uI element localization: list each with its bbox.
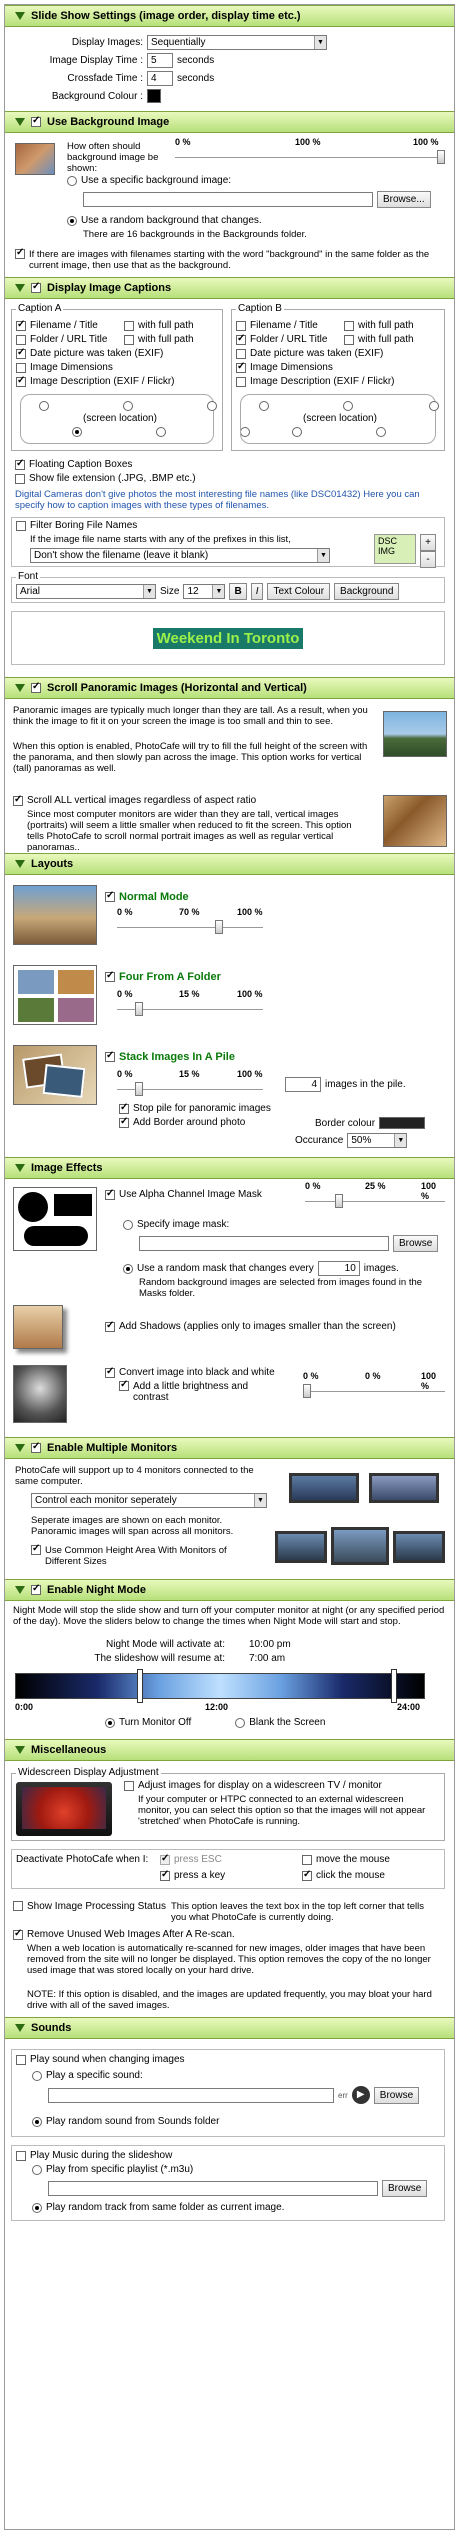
b-filename-label: Filename / Title [250,320,318,331]
a-fullpath-label: with full path [138,320,194,331]
caption-preview: Weekend In Toronto [153,628,304,649]
font-label: Font [18,571,39,582]
show-status-label: Show Image Processing Status [27,1901,166,1912]
bw-label: Convert image into black and white [119,1367,275,1378]
alpha-mask-checkbox[interactable] [105,1190,115,1200]
use-random-label: Use a random background that changes. [81,215,262,226]
a-location-box [20,394,214,444]
b-desc-label: Image Description (EXIF / Flickr) [250,376,395,387]
collapse-arrow-icon[interactable] [15,118,25,126]
random-mask-label: Use a random mask that changes every [137,1263,314,1274]
b-loc-bl[interactable] [292,427,302,437]
occurance-label: Occurance [295,1135,344,1146]
stop-pile-checkbox[interactable] [119,1104,129,1114]
panoramic-title: Scroll Panoramic Images (Horizontal and Vertical) [47,682,307,694]
stack-thumbnail [13,1045,97,1105]
slider-max: 100 % [237,989,263,999]
panoramic-header[interactable] [5,677,454,699]
slider-min: 0 % [117,907,133,917]
stop-pile-label: Stop pile for panoramic images [133,1103,271,1114]
move-mouse-label: move the mouse [316,1854,390,1865]
occurance-value: 50% [351,1135,372,1146]
night-checkbox[interactable] [31,1585,41,1595]
alpha-mask-slider[interactable] [305,1181,445,1211]
images-label: images. [363,1263,399,1274]
italic-button[interactable]: I [251,583,264,600]
specify-mask-radio[interactable] [123,1220,133,1230]
brightness-label: Add a little brightness and contrast [133,1381,249,1403]
slider-value: 70 % [179,907,200,917]
normal-mode-checkbox[interactable] [105,892,115,902]
time-12: 12:00 [205,1702,229,1712]
four-folder-slider[interactable] [117,989,263,1019]
seconds-label: seconds [177,73,215,84]
b-location-box [240,394,436,444]
click-mouse-checkbox[interactable] [302,1871,312,1881]
slider-max: 100 % [237,1069,263,1079]
a-date-checkbox[interactable] [16,349,26,359]
slideshow-title: Slide Show Settings (image order, display time etc.) [31,10,301,22]
portrait-thumbnail [383,795,447,847]
boring-action-select[interactable] [30,548,330,563]
monitors-checkbox[interactable] [31,1443,41,1453]
shadow-thumbnail [13,1305,63,1349]
brightness-checkbox[interactable] [119,1381,129,1391]
monitor-mode-value: Control each monitor seperately [35,1495,177,1506]
background-colour-button[interactable]: Background [334,583,399,600]
widescreen-tv-icon [16,1782,112,1836]
specific-bg-input[interactable] [83,192,373,207]
b-folder-checkbox[interactable] [236,335,246,345]
playlist-browse-button[interactable]: Browse [382,2180,427,2197]
play-specific-radio[interactable] [32,2071,42,2081]
mask-path-input[interactable] [139,1236,389,1251]
caption-a-label: Caption A [18,303,62,314]
play-music-checkbox[interactable] [16,2151,26,2161]
play-music-label: Play Music during the slideshow [30,2150,173,2161]
filter-boring-label: Filter Boring File Names [30,520,138,531]
a-loc-bl[interactable] [72,427,82,437]
play-icon[interactable]: ▶ [352,2086,370,2104]
monitors-title: Enable Multiple Monitors [47,1442,178,1454]
four-folder-label: Four From A Folder [119,971,221,983]
slider-min: 0 % [175,137,191,147]
scroll-all-checkbox[interactable] [13,796,23,806]
size-label: Size [160,586,180,597]
deactivate-group [11,1849,445,1889]
captions-header[interactable] [5,277,454,299]
widescreen-group [11,1767,445,1841]
collapse-arrow-icon[interactable] [15,1746,25,1754]
slider-thumb[interactable] [135,1002,143,1016]
chevron-down-icon: ▼ [254,1494,266,1507]
slider-value: 0 % [365,1371,381,1381]
slider-thumb[interactable] [215,920,223,934]
collapse-arrow-icon[interactable] [15,684,25,692]
press-key-checkbox[interactable] [160,1871,170,1881]
image-display-input[interactable]: 5 [147,53,173,68]
remove-note: NOTE: If this option is disabled, and the images are updated frequently, you may bloat your hard drive with all of the saved images. [27,1989,432,2011]
play-random-radio[interactable] [32,2117,42,2127]
stack-label: Stack Images In A Pile [119,1051,235,1063]
digital-note: Digital Cameras don't give photos the most interesting file names (like DSC01432) Here you can specify how to caption images with these types of filenames. [15,489,420,511]
background-checkbox[interactable] [31,117,41,127]
dual-monitor-icon [285,1471,445,1511]
border-colour-swatch[interactable] [379,1117,425,1129]
image-display-label: Image Display Time : [49,55,143,66]
bw-slider[interactable] [303,1371,445,1401]
a-loc-tr[interactable] [207,401,217,411]
slider-thumb[interactable] [135,1082,143,1096]
remove-unused-checkbox[interactable] [13,1930,23,1940]
panoramic-checkbox[interactable] [31,683,41,693]
press-esc-checkbox[interactable] [160,1855,170,1865]
sound-browse-button[interactable]: Browse [374,2087,419,2104]
a-date-label: Date picture was taken (EXIF) [30,348,164,359]
panorama-thumbnail [383,711,447,757]
slider-max: 100 % [421,1371,437,1391]
floating-checkbox[interactable] [15,460,25,470]
slider-value: 25 % [365,1181,386,1191]
slider-min: 0 % [303,1371,319,1381]
a-loc-tc[interactable] [123,401,133,411]
a-filename-checkbox[interactable] [16,321,26,331]
filter-group [11,517,445,567]
add-border-checkbox[interactable] [119,1118,129,1128]
add-prefix-button[interactable]: + [420,534,436,551]
floating-label: Floating Caption Boxes [29,459,133,470]
background-header[interactable] [5,111,454,133]
b-folder-label: Folder / URL Title [250,334,328,345]
sound-error-text: err [338,2090,348,2100]
scroll-all-label: Scroll ALL vertical images regardless of aspect ratio [27,795,257,806]
b-dims-label: Image Dimensions [250,362,333,373]
specify-mask-label: Specify image mask: [137,1219,230,1230]
chevron-down-icon: ▼ [314,36,326,49]
font-select[interactable] [16,584,156,599]
layouts-title: Layouts [31,858,74,870]
a-folder-checkbox[interactable] [16,335,26,345]
shadows-label: Add Shadows (applies only to images smaller than the screen) [119,1321,396,1332]
caption-b-label: Caption B [238,303,282,314]
mask-browse-button[interactable]: Browse [393,1235,438,1252]
show-status-desc: This option leaves the text box in the top left corner that tells you what PhotoCafe is currently doing. [171,1901,424,1923]
monitor-mode-select[interactable] [31,1493,267,1508]
prefix-note: If the image file name starts with any of the prefixes in this list, [30,534,291,545]
panoramic-desc2: When this option is enabled, PhotoCafe will try to fill the full height of the screen with the panorama, and then slowly pan across the image. This option works for vertical (tall) panoramas as well. [13,741,368,774]
settings-page [4,4,455,2530]
normal-mode-slider[interactable] [117,907,263,937]
images-in-pile-label: images in the pile. [325,1079,406,1090]
a-loc-bc[interactable] [156,427,166,437]
caption-a-group [11,303,223,451]
press-esc-label: press ESC [174,1854,222,1865]
monitors-support: PhotoCafe will support up to 4 monitors connected to the same computer. [15,1465,254,1487]
monitors-desc: Seperate images are shown on each monitor. Panoramic images will span across all monitors. [31,1515,234,1537]
play-random-track-label: Play random track from same folder as current image. [46,2202,285,2213]
slider-min: 0 % [117,989,133,999]
a-filename-label: Filename / Title [30,320,98,331]
sound-group [11,2049,445,2137]
b-date-label: Date picture was taken (EXIF) [250,348,384,359]
music-group [11,2145,445,2221]
show-ext-checkbox[interactable] [15,474,25,484]
resume-label: The slideshow will resume at: [94,1653,225,1664]
empty-area [5,2231,454,2529]
size-value: 12 [187,586,199,597]
prefix-item[interactable]: IMG [378,546,395,556]
scroll-all-desc: Since most computer monitors are wider than they are tall, vertical images (portraits) will seem a little smaller when reduced to fit the screen. This option tells PhotoCafe to scroll normal portrait images as well as regular vertical panoramas.. [27,809,352,853]
display-images-label: Display Images: [71,37,143,48]
b-fullpath-label: with full path [358,320,414,331]
background-thumbnail [15,143,55,175]
seconds-label: seconds [177,55,215,66]
collapse-arrow-icon[interactable] [15,12,25,20]
font-value: Arial [20,586,41,597]
misc-title: Miscellaneous [31,1744,107,1756]
alpha-mask-label: Use Alpha Channel Image Mask [119,1189,262,1200]
play-playlist-label: Play from specific playlist (*.m3u) [46,2164,194,2175]
b-fullpath-checkbox[interactable] [344,321,354,331]
a-desc-checkbox[interactable] [16,377,26,387]
collapse-arrow-icon[interactable] [15,2024,25,2032]
slider-max: 100 % [421,1181,437,1201]
panoramic-desc1: Panoramic images are typically much longer than they are tall. As a result, when you think the image to fit it on your screen the image is too small and thin to see. [13,705,368,727]
show-ext-label: Show file extension (.JPG, .BMP etc.) [29,473,196,484]
slider-thumb[interactable] [437,150,445,164]
normal-mode-label: Normal Mode [119,891,189,903]
normal-mode-thumbnail [13,885,97,945]
play-sound-checkbox[interactable] [16,2055,26,2065]
play-specific-label: Play a specific sound: [46,2070,143,2081]
night-time-bar[interactable] [15,1673,425,1699]
widescreen-label: Widescreen Display Adjustment [18,1767,159,1778]
b-folder-path-checkbox[interactable] [344,335,354,345]
misc-header[interactable] [5,1739,454,1761]
chevron-down-icon: ▼ [317,549,329,562]
random-mask-desc: Random background images are selected from images found in the Masks folder. [139,1277,423,1299]
collapse-arrow-icon[interactable] [15,284,25,292]
background-frequency-slider[interactable] [175,137,445,167]
night-header[interactable] [5,1579,454,1601]
b-location-label: (screen location) [303,413,377,424]
crossfade-input[interactable]: 4 [147,71,173,86]
a-desc-label: Image Description (EXIF / Flickr) [30,376,175,387]
a-dims-checkbox[interactable] [16,363,26,373]
adjust-widescreen-desc: If your computer or HTPC connected to an external widescreen monitor, you can select this option so that the images will not appear 'stretched' when PhotoCafe is running. [138,1794,426,1827]
remove-unused-desc: When a web location is automatically re-scanned for new images, older images that have been removed from the site will no longer be displayed. This option removes the copy of the no longer used image that was stored locally on your hard drive. [27,1943,431,1976]
resume-value: 7:00 am [249,1653,286,1664]
collapse-arrow-icon[interactable] [15,1444,25,1452]
night-title: Enable Night Mode [47,1584,146,1596]
stack-slider[interactable] [117,1069,263,1099]
b-dims-checkbox[interactable] [236,363,246,373]
display-images-select[interactable] [147,35,327,50]
b-loc-bc[interactable] [376,427,386,437]
triple-monitor-icon [275,1525,445,1569]
slider-min: 0 % [117,1069,133,1079]
slider-value: 15 % [179,989,200,999]
slider-max: 100 % [237,907,263,917]
random-bg-radio[interactable] [67,216,77,226]
bg-colour-swatch[interactable] [147,89,161,103]
font-group [11,571,445,603]
four-folder-thumbnail [13,965,97,1025]
play-random-track-radio[interactable] [32,2203,42,2213]
effects-header[interactable] [5,1157,454,1179]
adjust-widescreen-checkbox[interactable] [124,1781,134,1791]
activate-handle[interactable] [391,1669,397,1703]
stack-checkbox[interactable] [105,1052,115,1062]
bg-colour-label: Background Colour : [51,90,143,102]
b-folder-path-label: with full path [358,334,414,345]
activate-label: Night Mode will activate at: [106,1639,225,1650]
sounds-header[interactable] [5,2017,454,2039]
b-date-checkbox[interactable] [236,349,246,359]
text-colour-button[interactable]: Text Colour [267,583,330,600]
use-specific-label: Use a specific background image: [81,175,232,186]
add-border-label: Add Border around photo [133,1117,246,1128]
captions-checkbox[interactable] [31,283,41,293]
a-dims-label: Image Dimensions [30,362,113,373]
press-key-label: press a key [174,1870,226,1881]
time-0: 0:00 [15,1702,34,1712]
sounds-title: Sounds [31,2022,72,2034]
remove-unused-label: Remove Unused Web Images After A Re-scan. [27,1929,235,1940]
blank-screen-label: Blank the Screen [249,1717,326,1728]
turn-off-radio[interactable] [105,1718,115,1728]
bold-button[interactable]: B [229,583,246,600]
a-folder-path-label: with full path [138,334,194,345]
move-mouse-checkbox[interactable] [302,1855,312,1865]
how-often-text: How often should background image be shown: [67,141,159,174]
caption-b-group [231,303,445,451]
b-loc-tr[interactable] [429,401,439,411]
resume-handle[interactable] [137,1669,143,1703]
a-fullpath-checkbox[interactable] [124,321,134,331]
display-images-value: Sequentially [151,37,206,48]
collapse-arrow-icon[interactable] [15,1586,25,1594]
chevron-down-icon: ▼ [143,585,155,598]
effects-title: Image Effects [31,1162,103,1174]
deactivate-label: Deactivate PhotoCafe when I: [16,1854,149,1865]
remove-prefix-button[interactable]: - [420,551,436,568]
night-desc: Night Mode will stop the slide show and turn off your computer monitor at night (or any specified period of the day). Move the sliders below to change the times when Night Mode will start and stop. [13,1605,445,1627]
size-select[interactable] [183,584,225,599]
slideshow-header[interactable] [5,5,454,27]
random-mask-radio[interactable] [123,1264,133,1274]
play-random-label: Play random sound from Sounds folder [46,2116,220,2127]
stack-count-input[interactable]: 4 [285,1077,321,1092]
browse-button[interactable]: Browse... [377,191,431,208]
occurance-select[interactable] [347,1133,407,1148]
prefix-list[interactable] [374,534,416,564]
slider-thumb[interactable] [303,1384,311,1398]
play-playlist-radio[interactable] [32,2165,42,2175]
slider-max: 100 % [413,137,439,147]
crossfade-label: Crossfade Time : [67,73,143,84]
captions-title: Display Image Captions [47,282,172,294]
a-location-label: (screen location) [83,413,157,424]
b-filename-checkbox[interactable] [236,321,246,331]
slider-value: 100 % [295,137,321,147]
filename-bg-checkbox[interactable] [15,249,25,259]
mask-thumbnail [13,1187,97,1251]
play-sound-label: Play sound when changing images [30,2054,185,2065]
slider-value: 15 % [179,1069,200,1079]
prefix-item[interactable]: DSC [378,536,398,546]
b-loc-tc[interactable] [343,401,353,411]
activate-value: 10:00 pm [249,1639,291,1650]
four-folder-checkbox[interactable] [105,972,115,982]
turn-off-label: Turn Monitor Off [119,1717,192,1728]
adjust-widescreen-label: Adjust images for display on a widescreen TV / monitor [138,1780,382,1791]
a-folder-label: Folder / URL Title [30,334,108,345]
shadows-checkbox[interactable] [105,1322,115,1332]
caption-preview-box [11,611,445,665]
bw-checkbox[interactable] [105,1368,115,1378]
b-desc-checkbox[interactable] [236,377,246,387]
bw-thumbnail [13,1365,67,1423]
layouts-header[interactable] [5,853,454,875]
collapse-arrow-icon[interactable] [15,1164,25,1172]
monitors-header[interactable] [5,1437,454,1459]
specific-bg-radio[interactable] [67,176,77,186]
boring-action-value: Don't show the filename (leave it blank) [34,550,209,561]
time-24: 24:00 [397,1702,421,1712]
random-mask-count[interactable]: 10 [318,1261,360,1276]
common-height-checkbox[interactable] [31,1545,41,1555]
common-height-label: Use Common Height Area With Monitors of Different Sizes [45,1545,227,1567]
filenames-note: If there are images with filenames starting with the word "background" in the same folder as the current image, then use that as the background. [29,249,430,271]
collapse-arrow-icon[interactable] [15,860,25,868]
slider-thumb[interactable] [335,1194,343,1208]
a-folder-path-checkbox[interactable] [124,335,134,345]
a-loc-tl[interactable] [39,401,49,411]
show-status-checkbox[interactable] [13,1901,23,1911]
click-mouse-label: click the mouse [316,1870,385,1881]
chevron-down-icon: ▼ [212,585,224,598]
blank-screen-radio[interactable] [235,1718,245,1728]
sound-path-input[interactable] [48,2088,334,2103]
filter-boring-checkbox[interactable] [16,521,26,531]
b-loc-tl[interactable] [259,401,269,411]
chevron-down-icon: ▼ [394,1134,406,1147]
background-title: Use Background Image [47,116,170,128]
slider-min: 0 % [305,1181,321,1191]
border-colour-label: Border colour [315,1117,376,1129]
playlist-path-input[interactable] [48,2181,378,2196]
random-count-text: There are 16 backgrounds in the Backgrounds folder. [83,229,307,240]
